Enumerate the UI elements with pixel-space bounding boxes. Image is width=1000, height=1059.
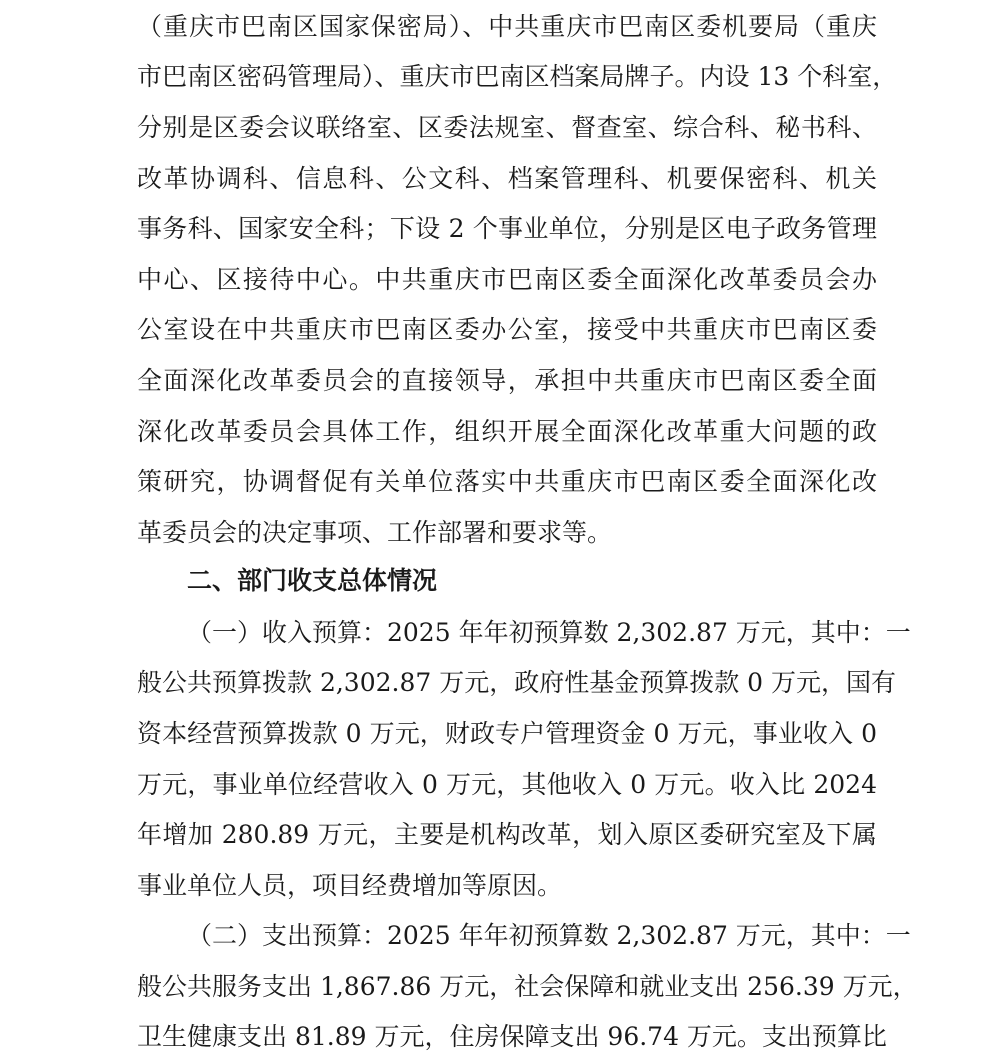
paragraph-line: 中心、区接待中心。中共重庆市巴南区委全面深化改革委员会办 xyxy=(137,265,877,294)
paragraph-line: （二）支出预算：2025 年年初预算数 2,302.87 万元，其中：一 xyxy=(187,921,911,950)
paragraph-line: 全面深化改革委员会的直接领导，承担中共重庆市巴南区委全面 xyxy=(137,366,877,395)
paragraph-line: 万元，事业单位经营收入 0 万元，其他收入 0 万元。收入比 2024 xyxy=(137,770,877,799)
paragraph-line: 市巴南区密码管理局）、重庆市巴南区档案局牌子。内设 13 个科室， xyxy=(137,62,898,91)
paragraph-line: 资本经营预算拨款 0 万元，财政专户管理资金 0 万元，事业收入 0 xyxy=(137,719,877,748)
paragraph-line: 改革协调科、信息科、公文科、档案管理科、机要保密科、机关 xyxy=(137,164,877,193)
paragraph-line: 分别是区委会议联络室、区委法规室、督查室、综合科、秘书科、 xyxy=(137,113,877,142)
paragraph-line: 卫生健康支出 81.89 万元，住房保障支出 96.74 万元。支出预算比 xyxy=(137,1022,887,1051)
paragraph-line: 事业单位人员，项目经费增加等原因。 xyxy=(137,871,563,900)
paragraph-line: 事务科、国家安全科；下设 2 个事业单位，分别是区电子政务管理 xyxy=(137,214,877,243)
paragraph-line: 深化改革委员会具体工作，组织开展全面深化改革重大问题的政 xyxy=(137,417,877,446)
paragraph-line: 般公共服务支出 1,867.86 万元，社会保障和就业支出 256.39 万元， xyxy=(137,972,918,1001)
paragraph-line: 革委员会的决定事项、工作部署和要求等。 xyxy=(137,518,613,547)
paragraph-line: 般公共预算拨款 2,302.87 万元，政府性基金预算拨款 0 万元，国有 xyxy=(137,668,897,697)
paragraph-line: （重庆市巴南区国家保密局）、中共重庆市巴南区委机要局（重庆 xyxy=(137,12,877,41)
paragraph-line: 年增加 280.89 万元，主要是机构改革，划入原区委研究室及下属 xyxy=(137,820,877,849)
paragraph-line: 公室设在中共重庆市巴南区委办公室，接受中共重庆市巴南区委 xyxy=(137,315,877,344)
paragraph-line: （一）收入预算：2025 年年初预算数 2,302.87 万元，其中：一 xyxy=(187,618,911,647)
paragraph-line: 策研究，协调督促有关单位落实中共重庆市巴南区委全面深化改 xyxy=(137,467,877,496)
section-heading: 二、部门收支总体情况 xyxy=(187,566,438,595)
